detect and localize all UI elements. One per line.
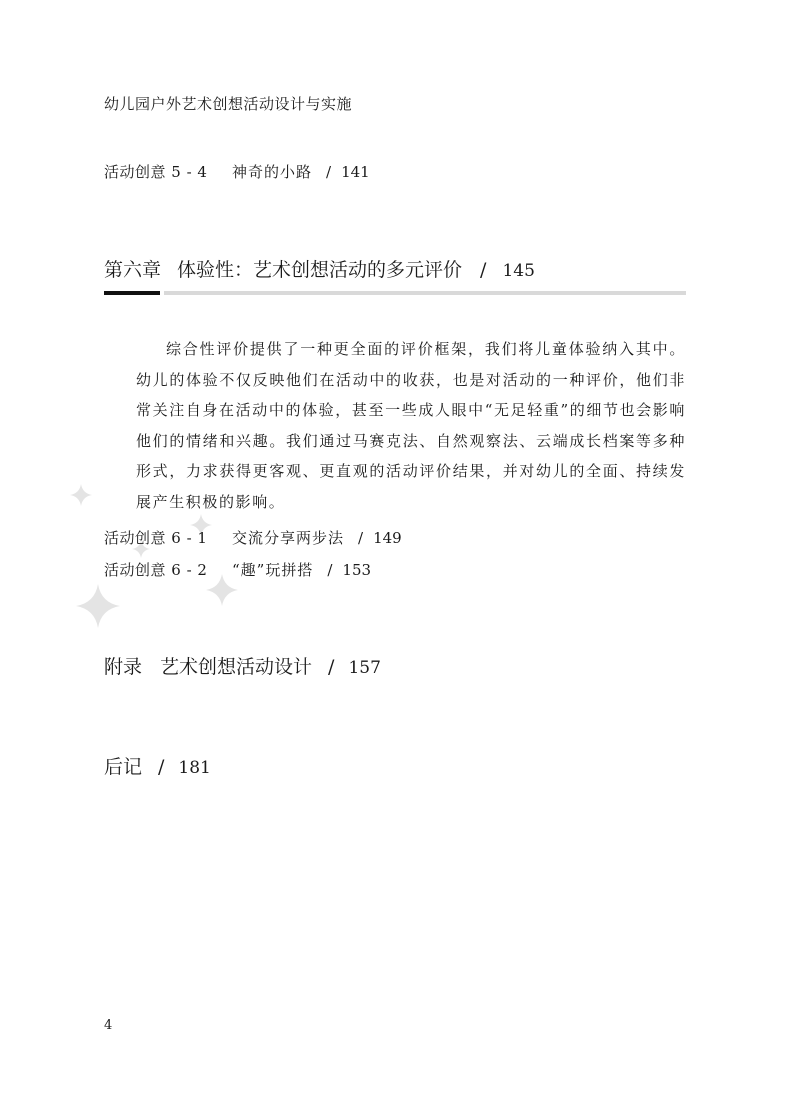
entry-code: 活动创意 5 - 4 xyxy=(104,163,208,181)
afterword-page-number: 181 xyxy=(178,758,211,778)
chapter-separator: / xyxy=(480,259,487,281)
afterword-separator: / xyxy=(158,756,165,778)
entry-separator: / xyxy=(326,163,332,181)
entry-separator: / xyxy=(358,529,364,547)
toc-entry-6-2[interactable] xyxy=(104,560,371,580)
appendix-separator: / xyxy=(328,656,335,678)
intro-paragraph: 综合性评价提供了一种更全面的评价框架，我们将儿童体验纳入其中。幼儿的体验不仅反映他们在活动中的收获，也是对活动的一种评价，他们非常关注自身在活动中的体验，甚至一些成人眼中“无足轻重”的细节也会影响他们的情绪和兴趣。我们通过马赛克法、自然观察法、云端成长档案等多种形式，力求获得更客观、更直观的活动评价结果，并对幼儿的全面、持续发展产生积极的影响。 xyxy=(136,340,686,511)
entry-code: 活动创意 6 - 1 xyxy=(104,529,208,547)
chapter-title: 体验性：艺术创想活动的多元评价 xyxy=(177,259,463,281)
entry-page-number: 149 xyxy=(373,529,402,547)
toc-entry-5-4[interactable] xyxy=(104,162,370,182)
afterword-label: 后记 xyxy=(104,756,143,778)
chapter-heading[interactable] xyxy=(104,257,535,284)
chapter-rule-grey xyxy=(164,291,686,295)
sparkle-icon xyxy=(76,584,120,628)
appendix-page-number: 157 xyxy=(348,658,381,678)
appendix-label: 附录 xyxy=(104,656,143,678)
chapter-intro xyxy=(136,334,686,517)
chapter-label: 第六章 xyxy=(104,259,162,281)
page-number: 4 xyxy=(104,1018,113,1033)
entry-code: 活动创意 6 - 2 xyxy=(104,561,208,579)
chapter-rule-dark xyxy=(104,291,160,295)
toc-appendix[interactable] xyxy=(104,654,381,681)
running-header: 幼儿园户外艺术创想活动设计与实施 xyxy=(104,95,353,113)
entry-separator: / xyxy=(327,561,333,579)
toc-entry-6-1[interactable] xyxy=(104,528,402,548)
entry-title: 交流分享两步法 xyxy=(232,529,345,547)
entry-page-number: 153 xyxy=(342,561,372,579)
entry-title: 神奇的小路 xyxy=(232,163,313,181)
entry-page-number: 141 xyxy=(341,163,370,181)
chapter-page-number: 145 xyxy=(502,261,535,281)
entry-title: “趣”玩拼搭 xyxy=(232,561,314,579)
appendix-title: 艺术创想活动设计 xyxy=(160,656,313,678)
toc-afterword[interactable] xyxy=(104,754,211,781)
sparkle-icon xyxy=(70,484,92,506)
